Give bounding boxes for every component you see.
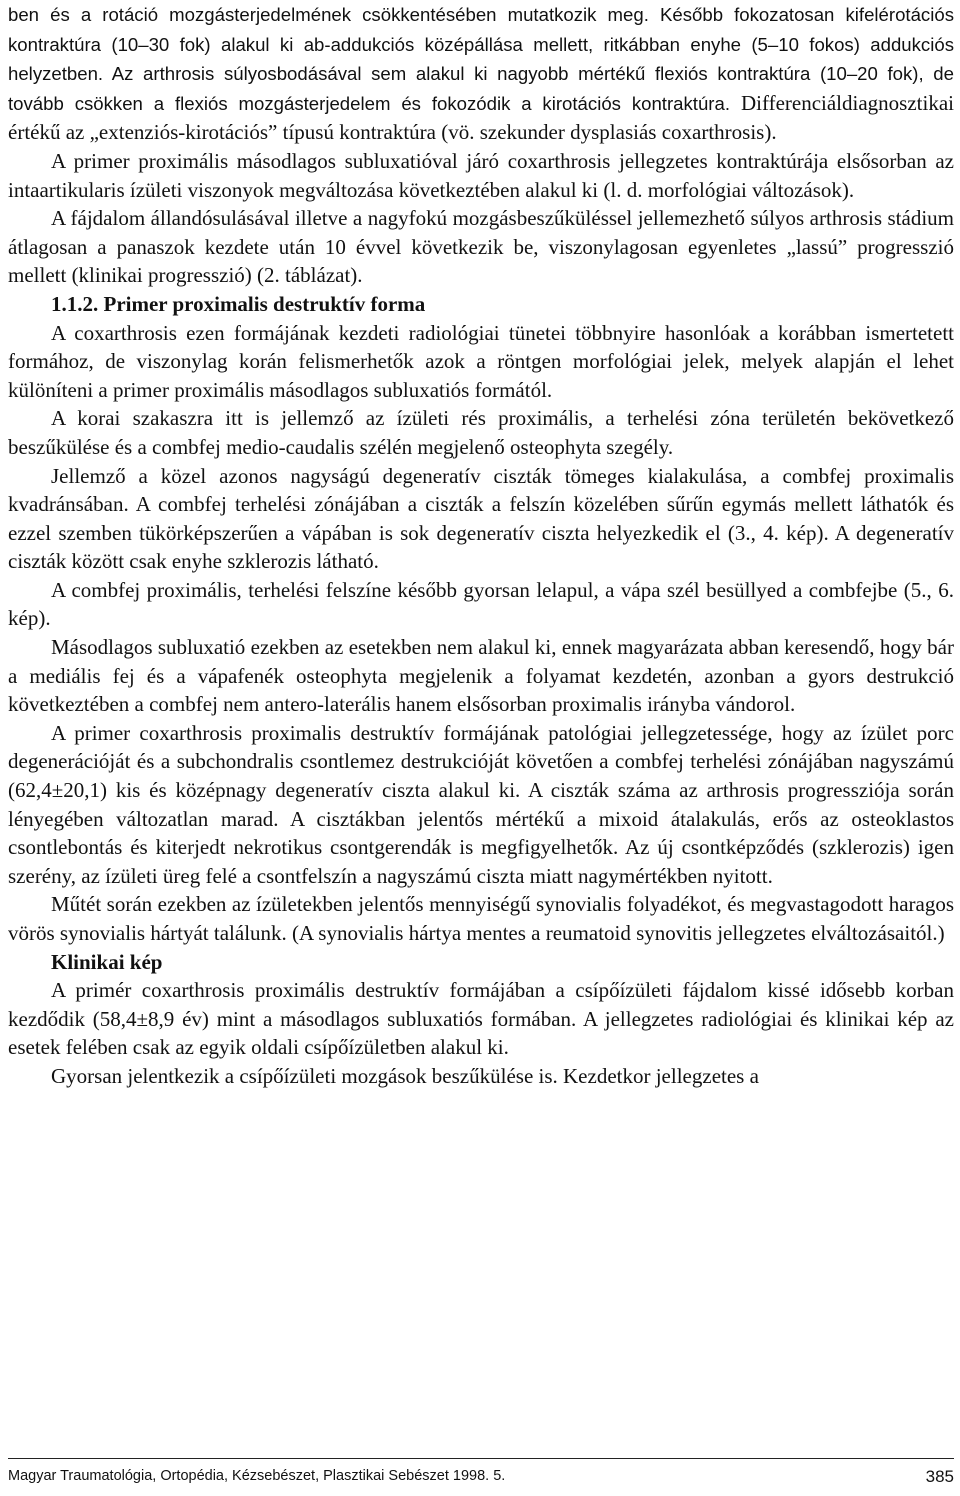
- paragraph: A korai szakaszra itt is jellemző az ízületi rés proximális, a terhelési zóna területén bekövetkező beszűkülése és a combfej medio-caudalis szélén megjelenő osteophyta szegély.: [8, 406, 954, 459]
- paragraph: A primer proximális másodlagos subluxatióval járó coxarthrosis jellegzetes kontraktúrája elsősorban az intaartikularis ízületi viszonyok megváltozása következtében alakul ki (l. d. morfológiai változások).: [8, 148, 954, 202]
- paragraph: A primer coxarthrosis proximalis destruktív formájának patológiai jellegzetessége, hogy az ízület porc degenerációját és a subchondralis csontlemez destrukcióját követően a combfej terhelési zónájában nagyszámú (62,4±20,1) kis és középnagy degeneratív ciszta alakul ki. A ciszták száma az arthrosis progressziója során lényegében változatlan marad. A cisztákban jelentős mértékű a mixoid átalakulás, erős az osteoklastos csontlebontás és kiterjedt nekrotikus csontgerendák is megfigyelhetők. Az új csontképződés (szklerozis) igen szerény, az ízületi üreg felé a csontfelszín a nagyszámú ciszta miatt nagymértékben nyitott.: [8, 720, 954, 888]
- page-footer: [8, 1468, 954, 1490]
- paragraph-serif-part: Differenciáldiagnosztikai értékű az „extenziós-kirotációs” típusú kontraktúra (vö. szekunder dysplasiás coxarthrosis).: [8, 90, 954, 145]
- paragraph: A primér coxarthrosis proximális destruktív formájában a csípőízületi fájdalom kissé idősebb korban kezdődik (58,4±8,9 év) mint a másodlagos subluxatiós formában. A jellegzetes radiológiai és klinikai kép az esetek felében csak az egyik oldali csípőízületben alakul ki.: [8, 978, 954, 1060]
- article-body: [8, 0, 954, 1091]
- paragraph: [8, 0, 954, 147]
- paragraph: A fájdalom állandósulásával illetve a nagyfokú mozgásbeszűküléssel jellemezhető súlyos arthrosis stádium átlagosan a panaszok kezdete után 10 évvel következik be, viszonylagosan egyenletes „lassú” progresszió mellett (klinikai progresszió) (2. táblázat).: [8, 206, 954, 288]
- paragraph: Gyorsan jelentkezik a csípőízületi mozgások beszűkülése is. Kezdetkor jellegzetes a: [51, 1063, 759, 1088]
- paragraph-sans-part: ben és a rotáció mozgásterjedelmének csökkentésében mutatkozik meg. Később fokozatosan kifelérotációs kontraktúra (10–30 fok) alakul ki ab-addukciós középállása mellett, ritkábban enyhe (5–10 fokos) addukciós helyzetben. Az arthrosis súlyosbodásával sem alakul ki nagyobb mértékű flexiós kontraktúra (10–20 fok), de tovább csökken a flexiós mozgásterjedelem és fokozódik a kirotációs kontraktúra.: [8, 4, 954, 114]
- section-heading: Klinikai kép: [51, 949, 163, 974]
- paragraph: A coxarthrosis ezen formájának kezdeti radiológiai tünetei többnyire hasonlóak a korábban ismertetett formához, de viszonylag korán felismerhetők azok a röntgen morfológiai jelek, melyek alapján el lehet különíteni a primer proximális másodlagos subluxatiós formától.: [8, 320, 954, 402]
- paragraph: A combfej proximális, terhelési felszíne később gyorsan lelapul, a vápa szél besüllyed a combfejbe (5., 6. kép).: [8, 577, 954, 631]
- section-heading: 1.1.2. Primer proximalis destruktív forma: [51, 291, 426, 316]
- footer-divider: [8, 1458, 954, 1459]
- paragraph: Műtét során ezekben az ízületekben jelentős mennyiségű synovialis folyadékot, és megvastagodott haragos vörös synovialis hártyát találunk. (A synovialis hártya mentes a reumatoid synovitis jellegzetes elváltozásaitól.): [8, 892, 954, 945]
- paragraph: Jellemző a közel azonos nagyságú degeneratív ciszták tömeges kialakulása, a combfej proximalis kvadránsában. A combfej terhelési zónájában a ciszták a felszín közelében sűrűn egymás mellett láthatók és ezzel szemben tükörképszerűen a vápában is sok degeneratív ciszta helyezkedik el (3., 4. kép). A degeneratív ciszták között csak enyhe szklerozis látható.: [8, 463, 954, 574]
- journal-citation: Magyar Traumatológia, Ortopédia, Kézsebészet, Plasztikai Sebészet 1998. 5.: [8, 1468, 506, 1484]
- page-number: 385: [925, 1467, 954, 1486]
- paragraph: Másodlagos subluxatió ezekben az esetekben nem alakul ki, ennek magyarázata abban keresendő, hogy bár a mediális fej és a vápafenék osteophyta megjelenik a folyamat kezdetén, azonban a gyors destrukció következtében a combfej nem antero-laterális hanem elsősorban proximalis irányba vándorol.: [8, 635, 954, 717]
